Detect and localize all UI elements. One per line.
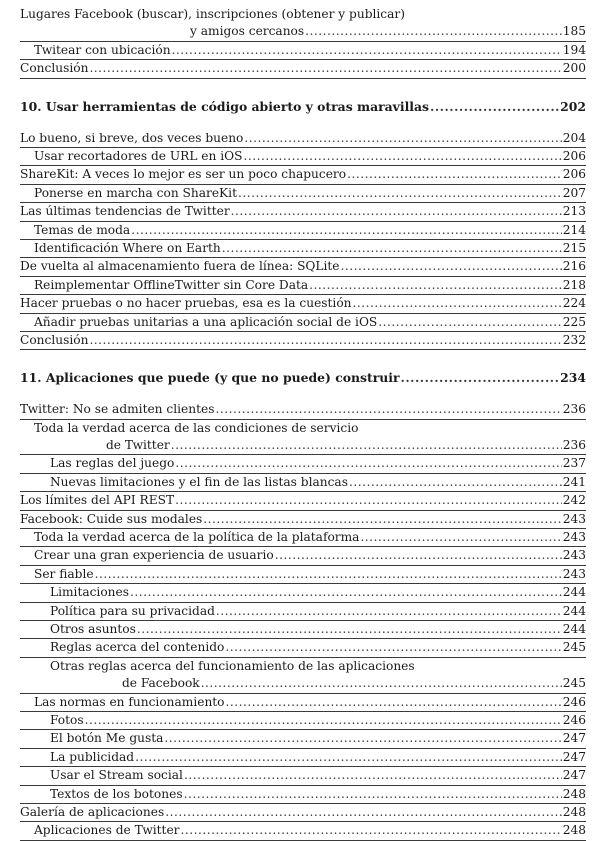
dot-leader [341,258,562,275]
toc-entry-title: Hacer pruebas o no hacer pruebas, esa es la cuestión [20,296,352,311]
toc-page-number: 248 [562,823,586,838]
dot-leader [430,96,559,118]
toc-page-number: 234 [560,370,586,386]
toc-page-number: 246 [562,712,586,727]
toc-page-number: 243 [562,548,586,563]
toc-entry [20,203,586,221]
toc-entry [20,6,586,42]
toc-entry [20,566,586,584]
toc-page-number: 245 [562,640,586,655]
toc-entry [20,492,586,510]
toc-entry [20,694,586,712]
toc-entry [20,277,586,295]
dot-leader [130,584,562,601]
dot-leader [309,277,562,294]
toc-entry-title: Facebook: Cuide sus modales [20,511,203,526]
dot-leader [201,675,562,692]
toc-entry [20,822,586,840]
toc-page-number: 247 [562,768,586,783]
toc-entry-title: Reglas acerca del contenido [50,640,225,655]
toc-page-number: 224 [562,296,586,311]
dot-leader [131,222,562,239]
toc-page-number: 200 [562,61,586,76]
toc-entry-title: ShareKit: A veces lo mejor es ser un poco chapucero [20,167,347,182]
toc-page-number: 248 [562,804,586,819]
toc-page-number: 204 [562,130,586,145]
dot-leader [225,639,561,656]
toc-entry-title-line: Otras reglas acerca del funcionamiento de las aplicaciones [50,658,415,673]
toc-entry-title: El botón Me gusta [50,731,164,746]
dot-leader [238,185,562,202]
dot-leader [135,749,562,766]
toc-page-number: 248 [562,786,586,801]
toc-entry [20,786,586,804]
toc-entry-title: Conclusión [20,61,89,76]
toc-entry-title: Temas de moda [34,222,131,237]
toc-page-number: 243 [562,530,586,545]
dot-leader [184,767,562,784]
dot-leader [360,529,561,546]
toc-page-number: 214 [562,222,586,237]
toc-entry [20,258,586,276]
toc-entry-title: Limitaciones [50,585,129,600]
dot-leader [216,603,562,620]
dot-leader [181,822,562,839]
dot-leader [349,474,562,491]
dot-leader [165,804,562,821]
dot-leader [226,694,562,711]
toc-page-number: 185 [562,24,586,39]
toc-entry-title: Política para su privacidad [50,603,215,618]
dot-leader [275,547,562,564]
dot-leader [171,437,562,454]
toc-entry-title: Twitear con ubicación [34,42,171,57]
toc-page-number: 225 [562,314,586,329]
toc-entry [20,42,586,60]
toc-entry [20,547,586,565]
toc-page-number: 243 [562,511,586,526]
toc-page-number: 206 [562,167,586,182]
dot-leader [164,730,561,747]
toc-page-number: 206 [562,148,586,163]
toc-entry [20,295,586,313]
toc-entry [20,332,586,350]
toc-chapter-entry [20,367,586,389]
dot-leader [184,786,562,803]
toc-entry-title: Ser fiable [34,566,94,581]
toc-entry-title: 10. Usar herramientas de código abierto y otras maravillas [20,98,430,114]
dot-leader [231,203,562,220]
toc-page-number: 213 [562,204,586,219]
toc-page-number: 247 [562,731,586,746]
toc-page-number: 241 [562,474,586,489]
dot-leader [243,148,561,165]
toc-entry [20,166,586,184]
toc-entry-title: de Facebook [122,676,200,691]
toc-entry-title: Añadir pruebas unitarias a una aplicación social de iOS [34,314,378,329]
toc-entry [20,455,586,473]
dot-leader [137,621,562,638]
toc-entry-title: Toda la verdad acerca de la política de la plataforma [34,530,360,545]
toc-entry [20,658,586,694]
toc-entry [20,130,586,148]
toc-page-number: 244 [562,585,586,600]
toc-entry-title: Ponerse en marcha con ShareKit [34,185,237,200]
toc-entry [20,730,586,748]
dot-leader [215,401,561,418]
dot-leader [347,166,562,183]
toc-entry [20,185,586,203]
toc-entry [20,749,586,767]
toc-page-number: 236 [562,438,586,453]
dot-leader [89,60,561,77]
dot-leader [85,712,562,729]
toc-entry-title: Twitter: No se admiten clientes [20,402,215,417]
toc-entry-title: Las reglas del juego [50,456,175,471]
toc-entry [20,240,586,258]
toc-entry [20,621,586,639]
toc-page-number: 242 [562,493,586,508]
toc-entry [20,584,586,602]
dot-leader [353,295,562,312]
dot-leader [401,367,560,389]
toc-page-number: 245 [562,676,586,691]
toc-page-number: 244 [562,603,586,618]
dot-leader [203,511,561,528]
toc-entry [20,314,586,332]
dot-leader [95,566,562,583]
toc-entry-title: Conclusión [20,332,89,347]
toc-entry-title: de Twitter [106,438,170,453]
toc-entry-title: Nuevas limitaciones y el fin de las listas blancas [50,474,348,489]
toc-entry [20,712,586,730]
dot-leader [305,23,562,40]
dot-leader [175,492,562,509]
toc-entry-title: Los límites del API REST [20,493,175,508]
toc-entry-title: Reimplementar OfflineTwitter sin Core Data [34,277,309,292]
dot-leader [244,130,561,147]
toc-entry [20,511,586,529]
toc-page-number: 243 [562,566,586,581]
table-of-contents [20,6,586,841]
dot-leader [378,314,561,331]
toc-entry-title: De vuelta al almacenamiento fuera de línea: SQLite [20,259,340,274]
dot-leader [172,42,562,59]
toc-entry [20,420,586,456]
toc-page-number: 244 [562,622,586,636]
toc-page-number: 202 [560,98,586,114]
toc-entry-title: y amigos cercanos [190,24,305,39]
toc-entry-title: Usar recortadores de URL en iOS [34,148,243,163]
toc-entry-title: Fotos [50,712,84,727]
toc-entry [20,60,586,78]
toc-entry [20,603,586,621]
toc-page-number: 236 [562,402,586,417]
toc-entry [20,148,586,166]
toc-page-number: 237 [562,456,586,471]
toc-entry-title: Textos de los botones [50,786,183,801]
toc-entry-title: La publicidad [50,749,135,764]
toc-page-number: 232 [562,332,586,347]
dot-leader [175,455,561,472]
toc-entry-title-line: Toda la verdad acerca de las condiciones de servicio [34,420,359,435]
toc-page-number: 246 [562,694,586,709]
toc-entry-title: 11. Aplicaciones que puede (y que no puede) construir [20,370,400,386]
toc-entry [20,401,586,419]
toc-entry-title: Lo bueno, si breve, dos veces bueno [20,130,244,145]
toc-entry-title: Aplicaciones de Twitter [34,823,180,838]
toc-page-number: 207 [562,185,586,200]
dot-leader [89,332,561,349]
toc-entry-title: Galería de aplicaciones [20,804,165,819]
toc-page-number: 218 [562,277,586,292]
toc-page-number: 194 [562,42,586,57]
toc-entry [20,767,586,785]
toc-entry-title: Identificación Where on Earth [34,240,221,255]
toc-page-number: 216 [562,259,586,274]
toc-entry-title-line: Lugares Facebook (buscar), inscripciones (obtener y publicar) [20,7,405,21]
dot-leader [222,240,562,257]
toc-entry [20,804,586,822]
toc-entry-title: Las normas en funcionamiento [34,694,225,709]
toc-entry-title: Crear una gran experiencia de usuario [34,548,274,563]
toc-entry-title: Otros asuntos [50,622,136,636]
toc-entry-title: Las últimas tendencias de Twitter [20,204,230,219]
toc-page-number: 215 [562,240,586,255]
toc-entry [20,639,586,657]
toc-entry [20,474,586,492]
toc-page-number: 247 [562,749,586,764]
toc-entry-title: Usar el Stream social [50,768,183,783]
toc-chapter-entry [20,96,586,118]
toc-entry [20,222,586,240]
toc-entry [20,529,586,547]
